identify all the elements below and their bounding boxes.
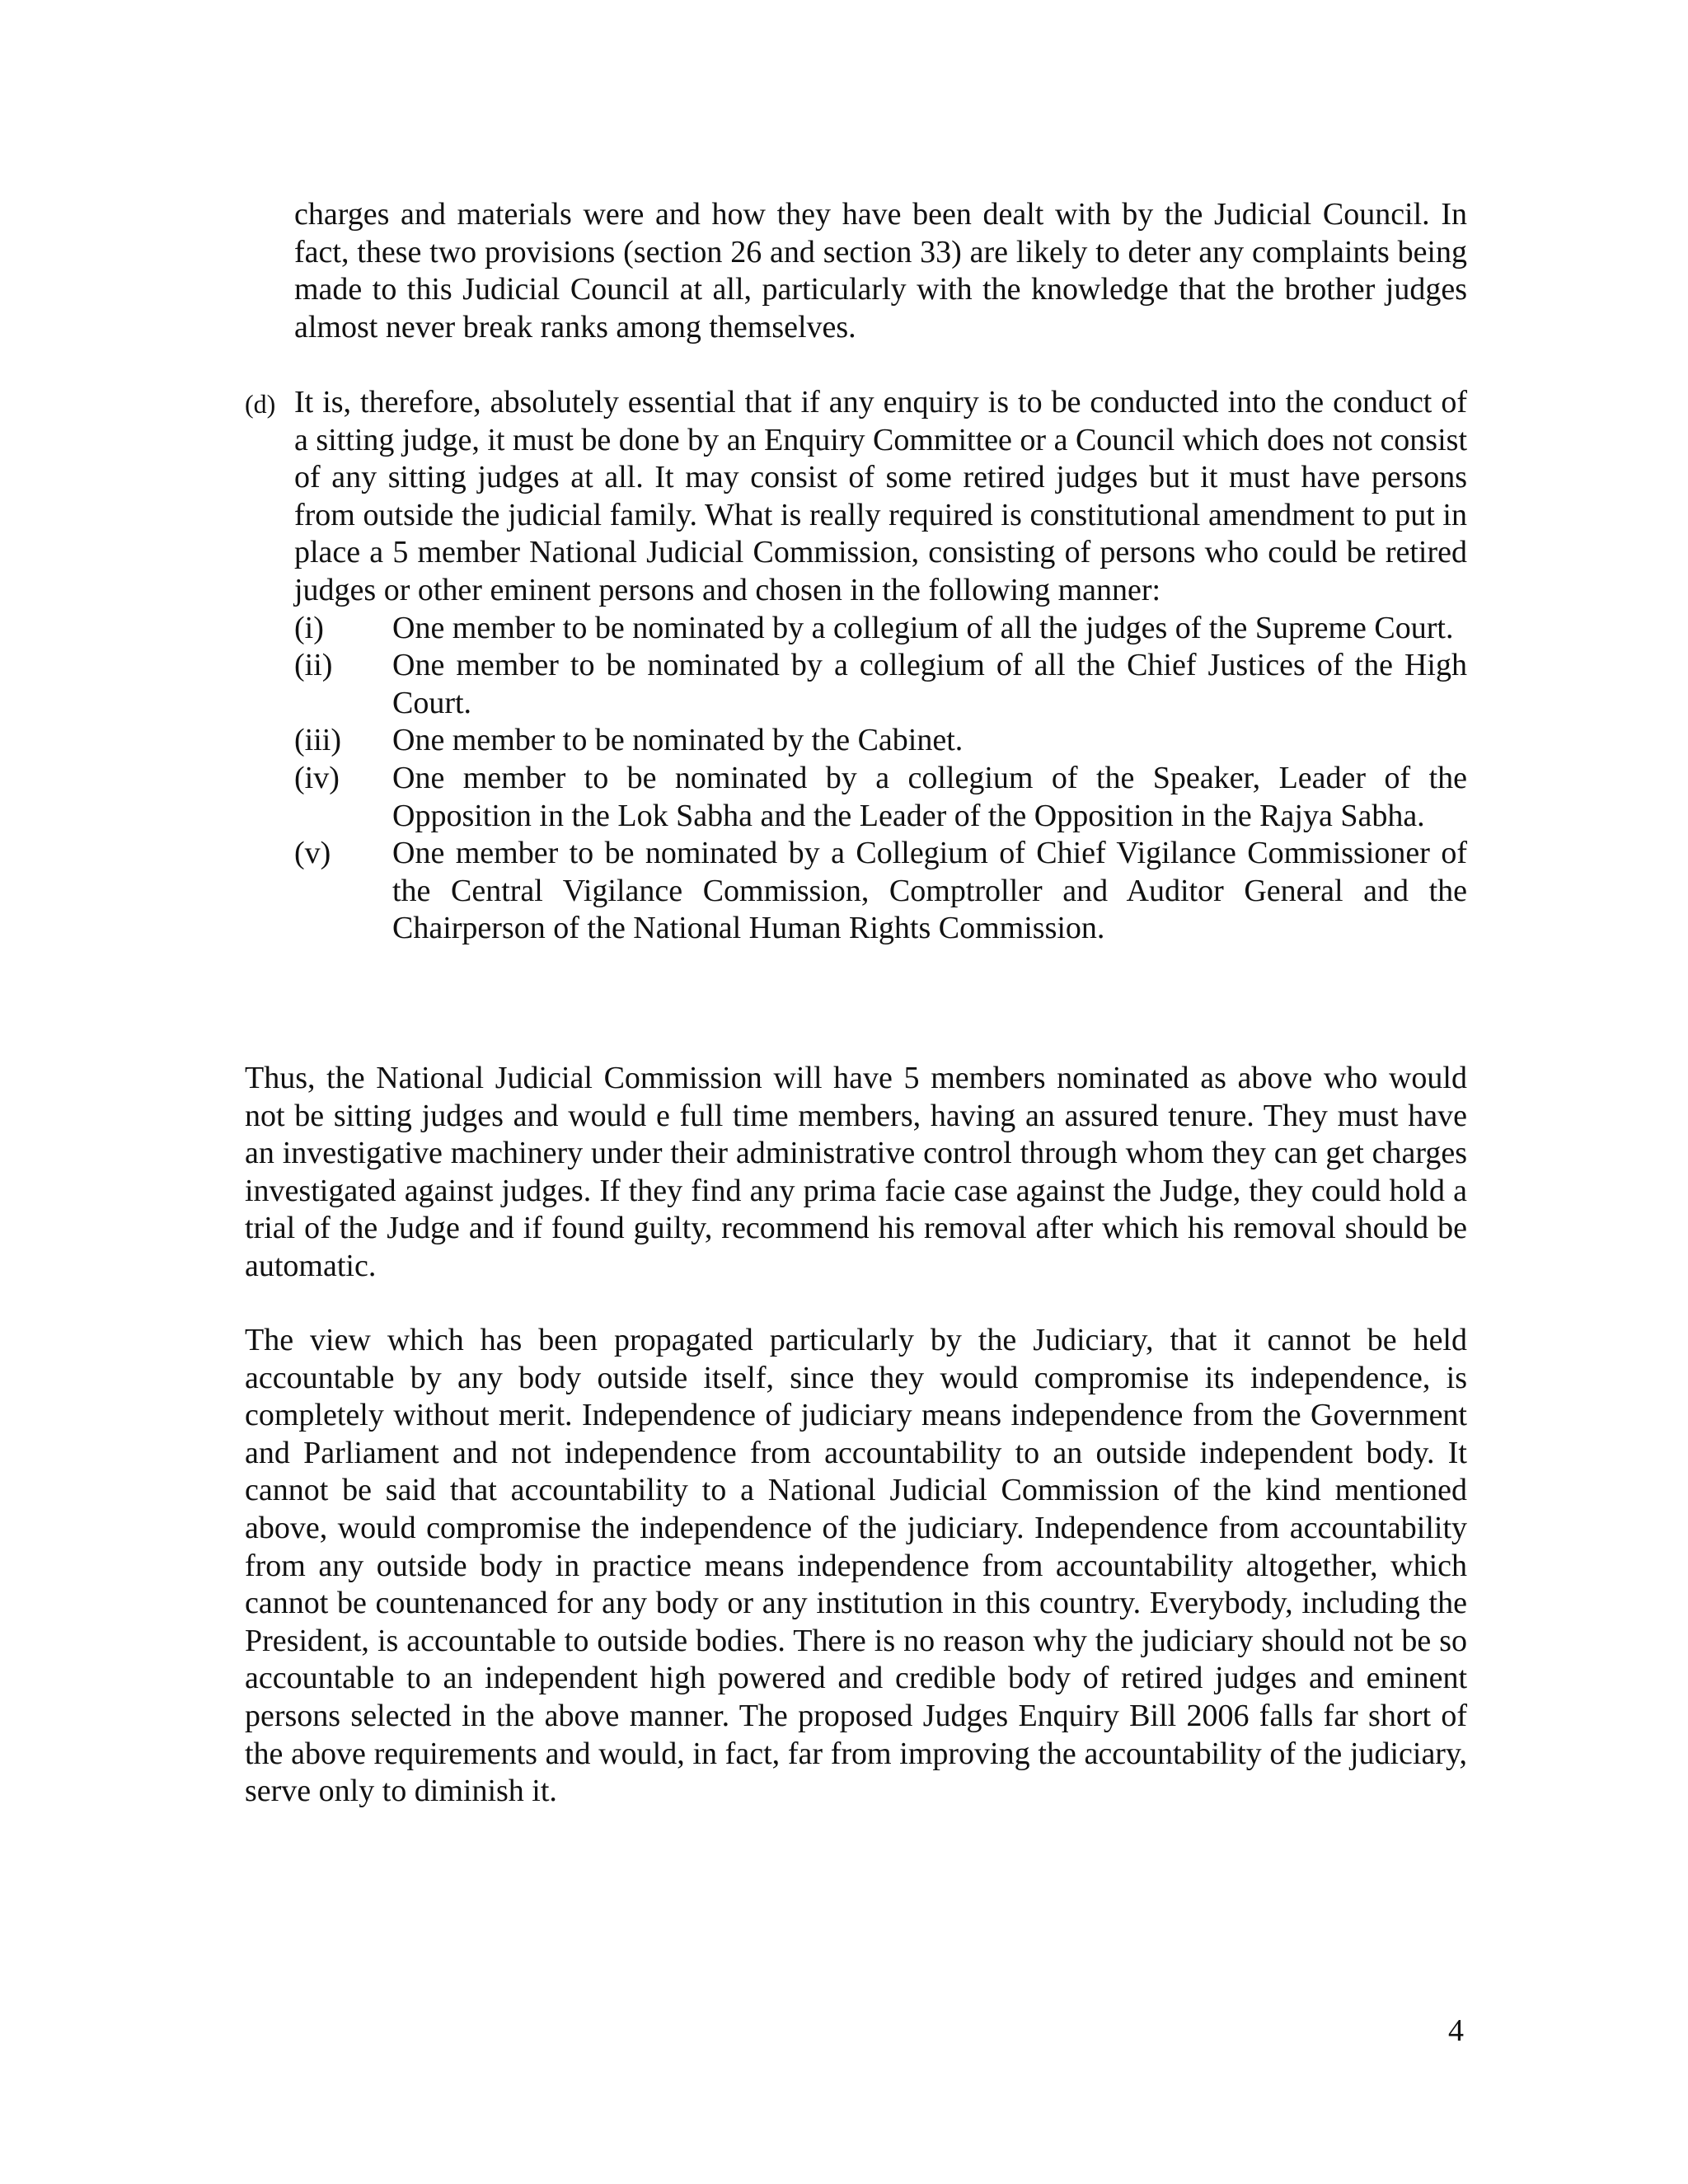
list-marker-d: (d) (245, 389, 276, 419)
sublist-item-iv (294, 760, 1467, 835)
sublist-item-ii (294, 647, 1467, 722)
sublist-text: One member to be nominated by a Collegium of Chief Vigilance Commissioner of the Central Vigilance Commission, Comptroller and Auditor General and the Chairperson of the National Human Rights Commission. (392, 836, 1467, 946)
commission-paragraph: Thus, the National Judicial Commission will have 5 members nominated as above who would not be sitting judges and would e full time members, having an assured tenure. They must have an investigative machinery under their administrative control through whom they can get charges investigated against judges. If they find any prima facie case against the Judge, they could hold a trial of the Judge and if found guilty, recommend his removal after which his removal should be automatic. (245, 1061, 1467, 1283)
sublist-item-v (294, 835, 1467, 948)
sublist-item-iii (294, 722, 1467, 760)
sublist-numeral: (iv) (294, 760, 340, 795)
sublist-numeral: (i) (294, 610, 324, 645)
sublist-text: One member to be nominated by the Cabinet. (392, 723, 964, 758)
list-item-d-body (294, 384, 1467, 948)
accountability-paragraph: The view which has been propagated particularly by the Judiciary, that it cannot be held accountable by any body outside itself, since they would compromise its independence, is completely without merit. Independence of judiciary means independence from the Government and Parliament and not independence from accountability to an outside independent body. It cannot be said that accountability to a National Judicial Commission of the kind mentioned above, would compromise the independence of the judiciary. Independence from accountability from any outside body in practice means independence from accountability altogether, which cannot be countenanced for any body or any institution in this country. Everybody, including the President, is accountable to outside bodies. There is no reason why the judiciary should not be so accountable to an independent high powered and credible body of retired judges and eminent persons selected in the above manner. The proposed Judges Enquiry Bill 2006 falls far short of the above requirements and would, in fact, far from improving the accountability of the judiciary, serve only to diminish it. (245, 1323, 1467, 1809)
nomination-sublist (294, 610, 1467, 948)
continuation-paragraph: charges and materials were and how they have been dealt with by the Judicial Council. In fact, these two provisions (section 26 and section 33) are likely to deter any complaints being made to this Judicial Council at all, particularly with the knowledge that the brother judges almost never break ranks among themselves. (294, 197, 1467, 344)
sublist-item-i (294, 610, 1467, 648)
sublist-text: One member to be nominated by a collegium of all the Chief Justices of the High Court. (392, 648, 1467, 720)
sublist-text: One member to be nominated by a collegium of the Speaker, Leader of the Opposition in the Lok Sabha and the Leader of the Opposition in the Rajya Sabha. (392, 760, 1467, 833)
sublist-numeral: (v) (294, 836, 331, 871)
page-number: 4 (1448, 2013, 1464, 2048)
sublist-numeral: (iii) (294, 723, 341, 758)
sublist-numeral: (ii) (294, 648, 333, 683)
list-item-d-text: It is, therefore, absolutely essential that if any enquiry is to be conducted into the conduct of a sitting judge, it must be done by an Enquiry Committee or a Council which does not consist of any sitting judges at all. It may consist of some retired judges but it must have persons from outside the judicial family. What is really required is constitutional amendment to put in place a 5 member National Judicial Commission, consisting of persons who could be retired judges or other eminent persons and chosen in the following manner: (294, 385, 1467, 607)
list-item-d (245, 384, 1467, 948)
sublist-text: One member to be nominated by a collegium of all the judges of the Supreme Court. (392, 610, 1454, 645)
